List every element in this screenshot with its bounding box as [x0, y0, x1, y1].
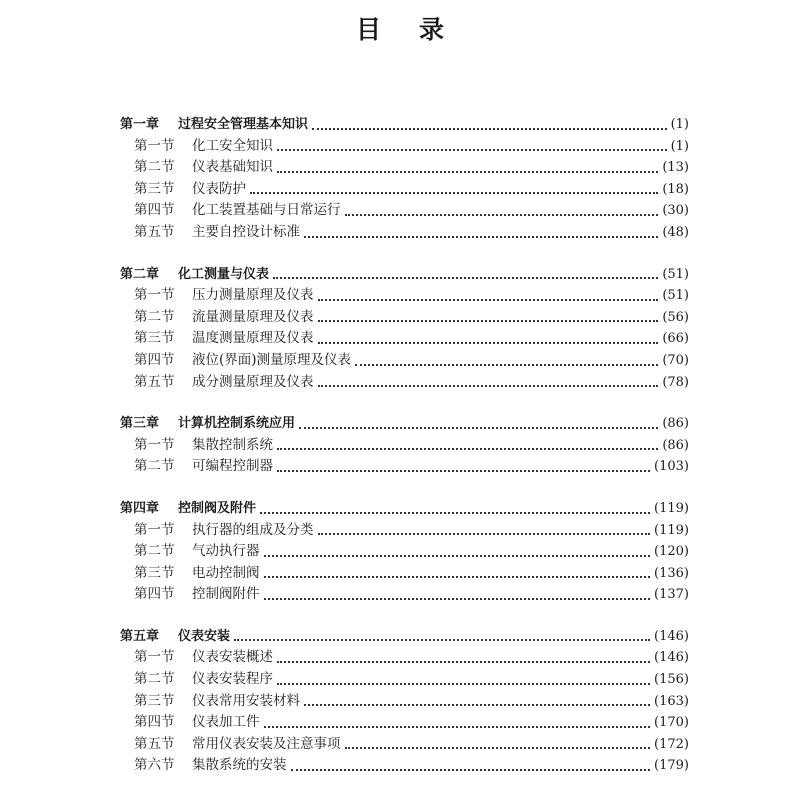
page-number: (119) [654, 522, 689, 538]
dot-leader [264, 598, 651, 600]
section-title: 仪表安装概述 [192, 649, 273, 666]
dot-leader [318, 299, 659, 301]
section-title: 仪表常用安装材料 [192, 692, 300, 709]
dot-leader [260, 512, 650, 514]
page-number: (146) [654, 650, 689, 666]
dot-leader [250, 192, 658, 194]
section-entry[interactable] [120, 222, 689, 244]
section-entry[interactable] [120, 350, 689, 372]
dot-leader [264, 555, 651, 557]
dot-leader [264, 576, 651, 578]
section-number: 第六节 [134, 757, 175, 774]
page-number: (86) [662, 437, 689, 453]
dot-leader [291, 769, 651, 771]
section-number: 第五节 [134, 735, 175, 752]
section-entry[interactable] [120, 157, 689, 179]
section-number: 第一节 [134, 649, 175, 666]
page-number: (51) [662, 288, 689, 304]
chapter-block [120, 498, 689, 606]
section-number: 第一节 [134, 137, 175, 154]
section-number: 第一节 [134, 436, 175, 453]
chapter-title: 过程安全管理基本知识 [178, 117, 309, 132]
section-entry[interactable] [120, 584, 689, 606]
dot-leader [277, 470, 650, 472]
section-number: 第四节 [134, 202, 175, 219]
dot-leader [345, 747, 651, 749]
section-title: 集散控制系统 [192, 436, 273, 453]
section-entry[interactable] [120, 647, 689, 669]
section-entry[interactable] [120, 541, 689, 563]
page-number: (51) [662, 266, 689, 282]
page-number: (146) [654, 628, 689, 644]
dot-leader [318, 320, 659, 322]
page-number: (172) [654, 736, 689, 752]
section-title: 仪表安装程序 [192, 671, 273, 688]
section-title: 可编程控制器 [192, 458, 273, 475]
section-entry[interactable] [120, 520, 689, 542]
section-entry[interactable] [120, 691, 689, 713]
page-number: (163) [654, 693, 689, 709]
section-entry[interactable] [120, 669, 689, 691]
section-title: 成分测量原理及仪表 [192, 373, 314, 390]
page-number: (78) [662, 374, 689, 390]
dot-leader [234, 639, 650, 641]
title-char-2: 录 [419, 15, 445, 44]
dot-leader [304, 704, 650, 706]
section-entry[interactable] [120, 179, 689, 201]
dot-leader [345, 214, 659, 216]
title-char-1: 目 [355, 15, 381, 44]
dot-leader [277, 683, 650, 685]
chapter-block [120, 114, 689, 244]
chapter-entry[interactable] [120, 264, 689, 286]
section-title: 气动执行器 [192, 543, 260, 560]
table-of-contents [120, 114, 689, 797]
chapter-block [120, 413, 689, 478]
page-number: (156) [654, 672, 689, 688]
page-number: (66) [662, 331, 689, 347]
section-number: 第三节 [134, 564, 175, 581]
section-number: 第五节 [134, 373, 175, 390]
chapter-title: 控制阀及附件 [178, 500, 257, 516]
chapter-entry[interactable] [120, 114, 689, 136]
page-number: (30) [662, 203, 689, 219]
section-number: 第二节 [134, 308, 175, 325]
section-title: 执行器的组成及分类 [192, 521, 314, 538]
section-title: 主要自控设计标准 [192, 223, 300, 240]
section-number: 第四节 [134, 714, 175, 731]
section-entry[interactable] [120, 435, 689, 457]
page-number: (1) [670, 117, 689, 132]
page-number: (86) [662, 416, 689, 432]
section-entry[interactable] [120, 372, 689, 394]
section-title: 仪表防护 [192, 180, 246, 197]
chapter-entry[interactable] [120, 498, 689, 520]
dot-leader [299, 427, 658, 429]
chapter-entry[interactable] [120, 413, 689, 435]
page-number: (137) [654, 587, 689, 603]
chapter-title: 计算机控制系统应用 [178, 416, 296, 432]
dot-leader [273, 277, 658, 279]
chapter-number: 第四章 [120, 500, 160, 516]
section-number: 第三节 [134, 692, 175, 709]
dot-leader [318, 533, 651, 535]
section-number: 第三节 [134, 330, 175, 347]
dot-leader [355, 364, 658, 366]
chapter-block [120, 626, 689, 777]
section-number: 第二节 [134, 159, 175, 176]
page-number: (48) [662, 224, 689, 240]
chapter-number: 第三章 [120, 416, 160, 432]
section-number: 第二节 [134, 671, 175, 688]
section-entry[interactable] [120, 328, 689, 350]
section-number: 第二节 [134, 458, 175, 475]
section-title: 控制阀附件 [192, 586, 260, 603]
section-number: 第五节 [134, 223, 175, 240]
dot-leader [277, 149, 667, 151]
chapter-number: 第五章 [120, 628, 160, 644]
page-number: (136) [654, 565, 689, 581]
dot-leader [277, 171, 658, 173]
page-number: (120) [654, 544, 689, 560]
section-entry[interactable] [120, 563, 689, 585]
dot-leader [318, 342, 659, 344]
section-title: 流量测量原理及仪表 [192, 308, 314, 325]
chapter-title: 化工测量与仪表 [178, 266, 270, 282]
section-entry[interactable] [120, 734, 689, 756]
page-number: (103) [654, 459, 689, 475]
section-title: 常用仪表安装及注意事项 [192, 735, 341, 752]
dot-leader [312, 128, 667, 130]
dot-leader [277, 448, 658, 450]
section-number: 第一节 [134, 521, 175, 538]
section-entry[interactable] [120, 200, 689, 222]
page-number: (1) [670, 138, 689, 154]
page-title [0, 10, 800, 46]
section-title: 温度测量原理及仪表 [192, 330, 314, 347]
dot-leader [318, 385, 659, 387]
chapter-number: 第二章 [120, 266, 160, 282]
section-entry[interactable] [120, 307, 689, 329]
section-title: 仪表基础知识 [192, 159, 273, 176]
page-number: (56) [662, 309, 689, 325]
section-title: 化工装置基础与日常运行 [192, 202, 341, 219]
section-title: 集散系统的安装 [192, 757, 287, 774]
section-title: 化工安全知识 [192, 137, 273, 154]
section-number: 第一节 [134, 287, 175, 304]
chapter-title: 仪表安装 [178, 628, 231, 644]
page-number: (13) [662, 160, 689, 176]
page-number: (70) [662, 352, 689, 368]
section-number: 第二节 [134, 543, 175, 560]
page-number: (179) [654, 758, 689, 774]
chapter-number: 第一章 [120, 117, 160, 132]
section-entry[interactable] [120, 456, 689, 478]
chapter-block [120, 264, 689, 394]
dot-leader [264, 726, 651, 728]
section-title: 液位(界面)测量原理及仪表 [192, 351, 352, 368]
section-number: 第三节 [134, 180, 175, 197]
section-title: 电动控制阀 [192, 564, 260, 581]
section-entry[interactable] [120, 755, 689, 777]
section-number: 第四节 [134, 586, 175, 603]
page-number: (18) [662, 181, 689, 197]
section-entry[interactable] [120, 285, 689, 307]
section-entry[interactable] [120, 136, 689, 158]
dot-leader [304, 236, 658, 238]
dot-leader [277, 661, 650, 663]
section-number: 第四节 [134, 351, 175, 368]
page-number: (170) [654, 715, 689, 731]
section-entry[interactable] [120, 712, 689, 734]
section-title: 仪表加工件 [192, 714, 260, 731]
section-title: 压力测量原理及仪表 [192, 287, 314, 304]
page-number: (119) [654, 500, 689, 516]
chapter-entry[interactable] [120, 626, 689, 648]
